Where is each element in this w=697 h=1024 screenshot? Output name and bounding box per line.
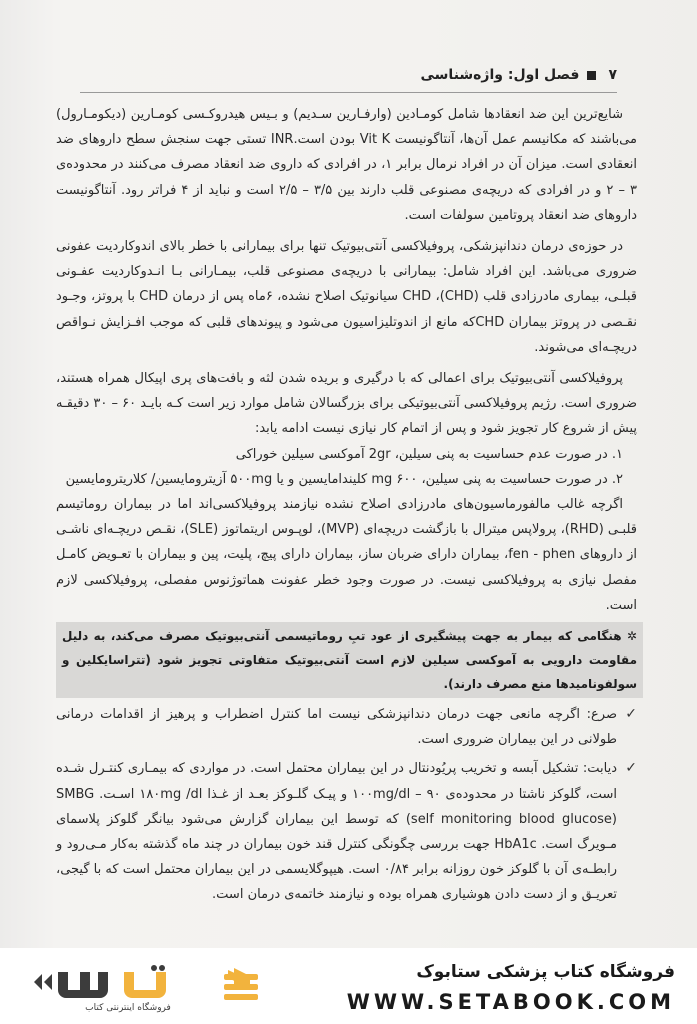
logo-arrows-icon <box>34 974 52 990</box>
checkmark-icon: ✓ <box>625 706 637 723</box>
page-body <box>56 102 637 912</box>
check-item-text: صرع: اگرچه مانعی جهت درمان دندانپزشکی نیست اما کنترل اضطراب و پرهیز از اقدامات درمانی طولانی در این بیماران ضروری است. <box>56 707 617 748</box>
check-item-epilepsy <box>56 702 637 752</box>
checkmark-icon: ✓ <box>625 760 637 777</box>
logo-chevron-icon <box>224 968 258 1000</box>
check-item-diabetes <box>56 756 637 907</box>
store-url-link[interactable]: WWW.SETABOOK.COM <box>346 990 675 1014</box>
list-item: ۱. در صورت عدم حساسیت به پنی سیلین، 2gr آموکسی سیلین خوراکی <box>235 446 623 462</box>
paragraph-prophylaxis: در حوزه‌ی درمان دندانپزشکی، پروفیلاکسی آنتی‌بیوتیک تنها برای بیمارانی با خطر بالای اندوکاردیت عفونی ضروری می‌باشد. این افراد شامل: بیمارانی با دریچه‌ی مصنوعی قلب، بیمـارانی بـا انـدوکاردیت عفـونی قبلـی، بیماری مادرزادی قلب (CHD)، CHD سیانوتیک اصلاح نشده، ۶ماه پس از درمان CHD با پروتز، وجـود نقـصی در پروتز بیماران CHDکه مانع از اندوتلیزاسیون می‌شود و پیوندهای قلبی که موجب افـزایش نـواقص دریچـه‌ای می‌شوند. <box>56 239 637 355</box>
page-number: ۷ <box>608 67 617 83</box>
highlighted-note: ✲ هنگامی که بیمار به جهت پیشگیری از عود تبِ روماتیسمی آنتی‌بیوتیک مصرف می‌کند، به دلیل مقاومت دارویی به آموکسی سیلین لازم است آنتی‌بیوتیک متفاوتی تجویز شود (تتراسایکلین و سولفونامیدها منع مصرف دارند). <box>56 622 643 698</box>
paragraph-anticoagulants: شایع‌ترین این ضد انعقادها شامل کومـادین (وارفـارین سـدیم) و بـیس هیدروکـسی کومـارین (دیکومـارول) می‌باشند که مکانیسم عمل آن‌ها، آنتاگونیست Vit K بودن است.INR تستی جهت سنجش سطح داروهای ضد انعقادی است. میزان آن در افراد نرمال برابر ۱، در افرادی که داروی ضد انعقاد مصرف می‌کنند در محدوده‌ی ۳ – ۲ و در افرادی که دریچه‌ی مصنوعی قلب دارند بین ۳/۵ – ۲/۵ است و نباید از ۴ فراتر رود. آنتاگونیست داروهای ضد انعقاد پروتامین سولفات است. <box>56 107 637 223</box>
page-header <box>80 64 617 86</box>
paragraph-no-prophylaxis: اگرچه غالب مالفورماسیون‌های مادرزادی اصلاح نشده نیازمند پروفیلاکسی‌اند اما در بیماران روماتیسم قلبـی (RHD)، پرولاپس میترال با بازگشت دریچه‌ای (MVP)، لوپـوس اریتماتوز (SLE)، نقـص دریچـه‌ای ناشـی از داروهای fen - phen، بیماران دارای ضربان ساز، بیماران دارای پیچ، پلیت، پین و بیماران با تعـویض کامـل مفصل نیازی به پروفیلاکسی نیست. در صورت وجود خطر عفونت هماتوژنوس مفصلی، پروفیلاکسی لازم است. <box>56 497 638 613</box>
paragraph-regimen: پروفیلاکسی آنتی‌بیوتیک برای اعمالی که با درگیری و بریده شدن لثه و بافت‌های پری اپیکال همراه هستند، ضروری است. رژیم پروفیلاکسی آنتی‌بیوتیکی برای بزرگسالان شامل موارد زیر است کـه بایـد ۶۰ – ۳۰ دقیقـه پیش از شروع کار تجویز شود و پس از اتمام کار نیازی نیست ادامه یابد: <box>56 371 637 437</box>
logo-tagline: فروشگاه اینترنتی کتاب <box>85 1003 171 1013</box>
store-name: فروشگاه کتاب پزشکی ستابوک <box>416 962 675 982</box>
setabook-logo <box>28 962 268 1014</box>
store-footer <box>0 948 697 1024</box>
check-item-text: دیابت: تشکیل آبسه و تخریب پریُودنتال در این بیماران محتمل است. در مواردی که بیمـاری کنتـرل شـده است، گلوکز ناشتا در محدوده‌ی ۱۰۰mg/dl – ۹۰ و پیـک گلـوکز بعـد از غـذا ۱۸۰mg /dl اسـت. SMBG (self monitoring blood glucose) که توسط این بیماران گزارش می‌شود بیانگر گلوکز پلاسمای مـویرگ است. HbA1c جهت بررسی چگونگی کنترل قند خون بیماران در چند ماه گذشته به‌کار مـی‌رود و رابطـه‌ی آن با گلوکز خون روزانه برابر ۰/۸۴ است. هیپوگلایسمی در این بیماران محتمل است که با گیجی، تعریـق و از دست دادن هوشیاری همراه بوده و نیازمند خاتمه‌ی درمان است. <box>56 761 618 903</box>
header-divider <box>80 92 617 93</box>
square-bullet-icon <box>587 71 596 80</box>
list-item: ۲. در صورت حساسیت به پنی سیلین، ۶۰۰ mg کلیندامایسین و یا ۵۰۰mg آزیترومایسین/ کلاریترومایسین <box>65 471 623 487</box>
chapter-title: فصل اول: واژه‌شناسی <box>420 67 580 83</box>
